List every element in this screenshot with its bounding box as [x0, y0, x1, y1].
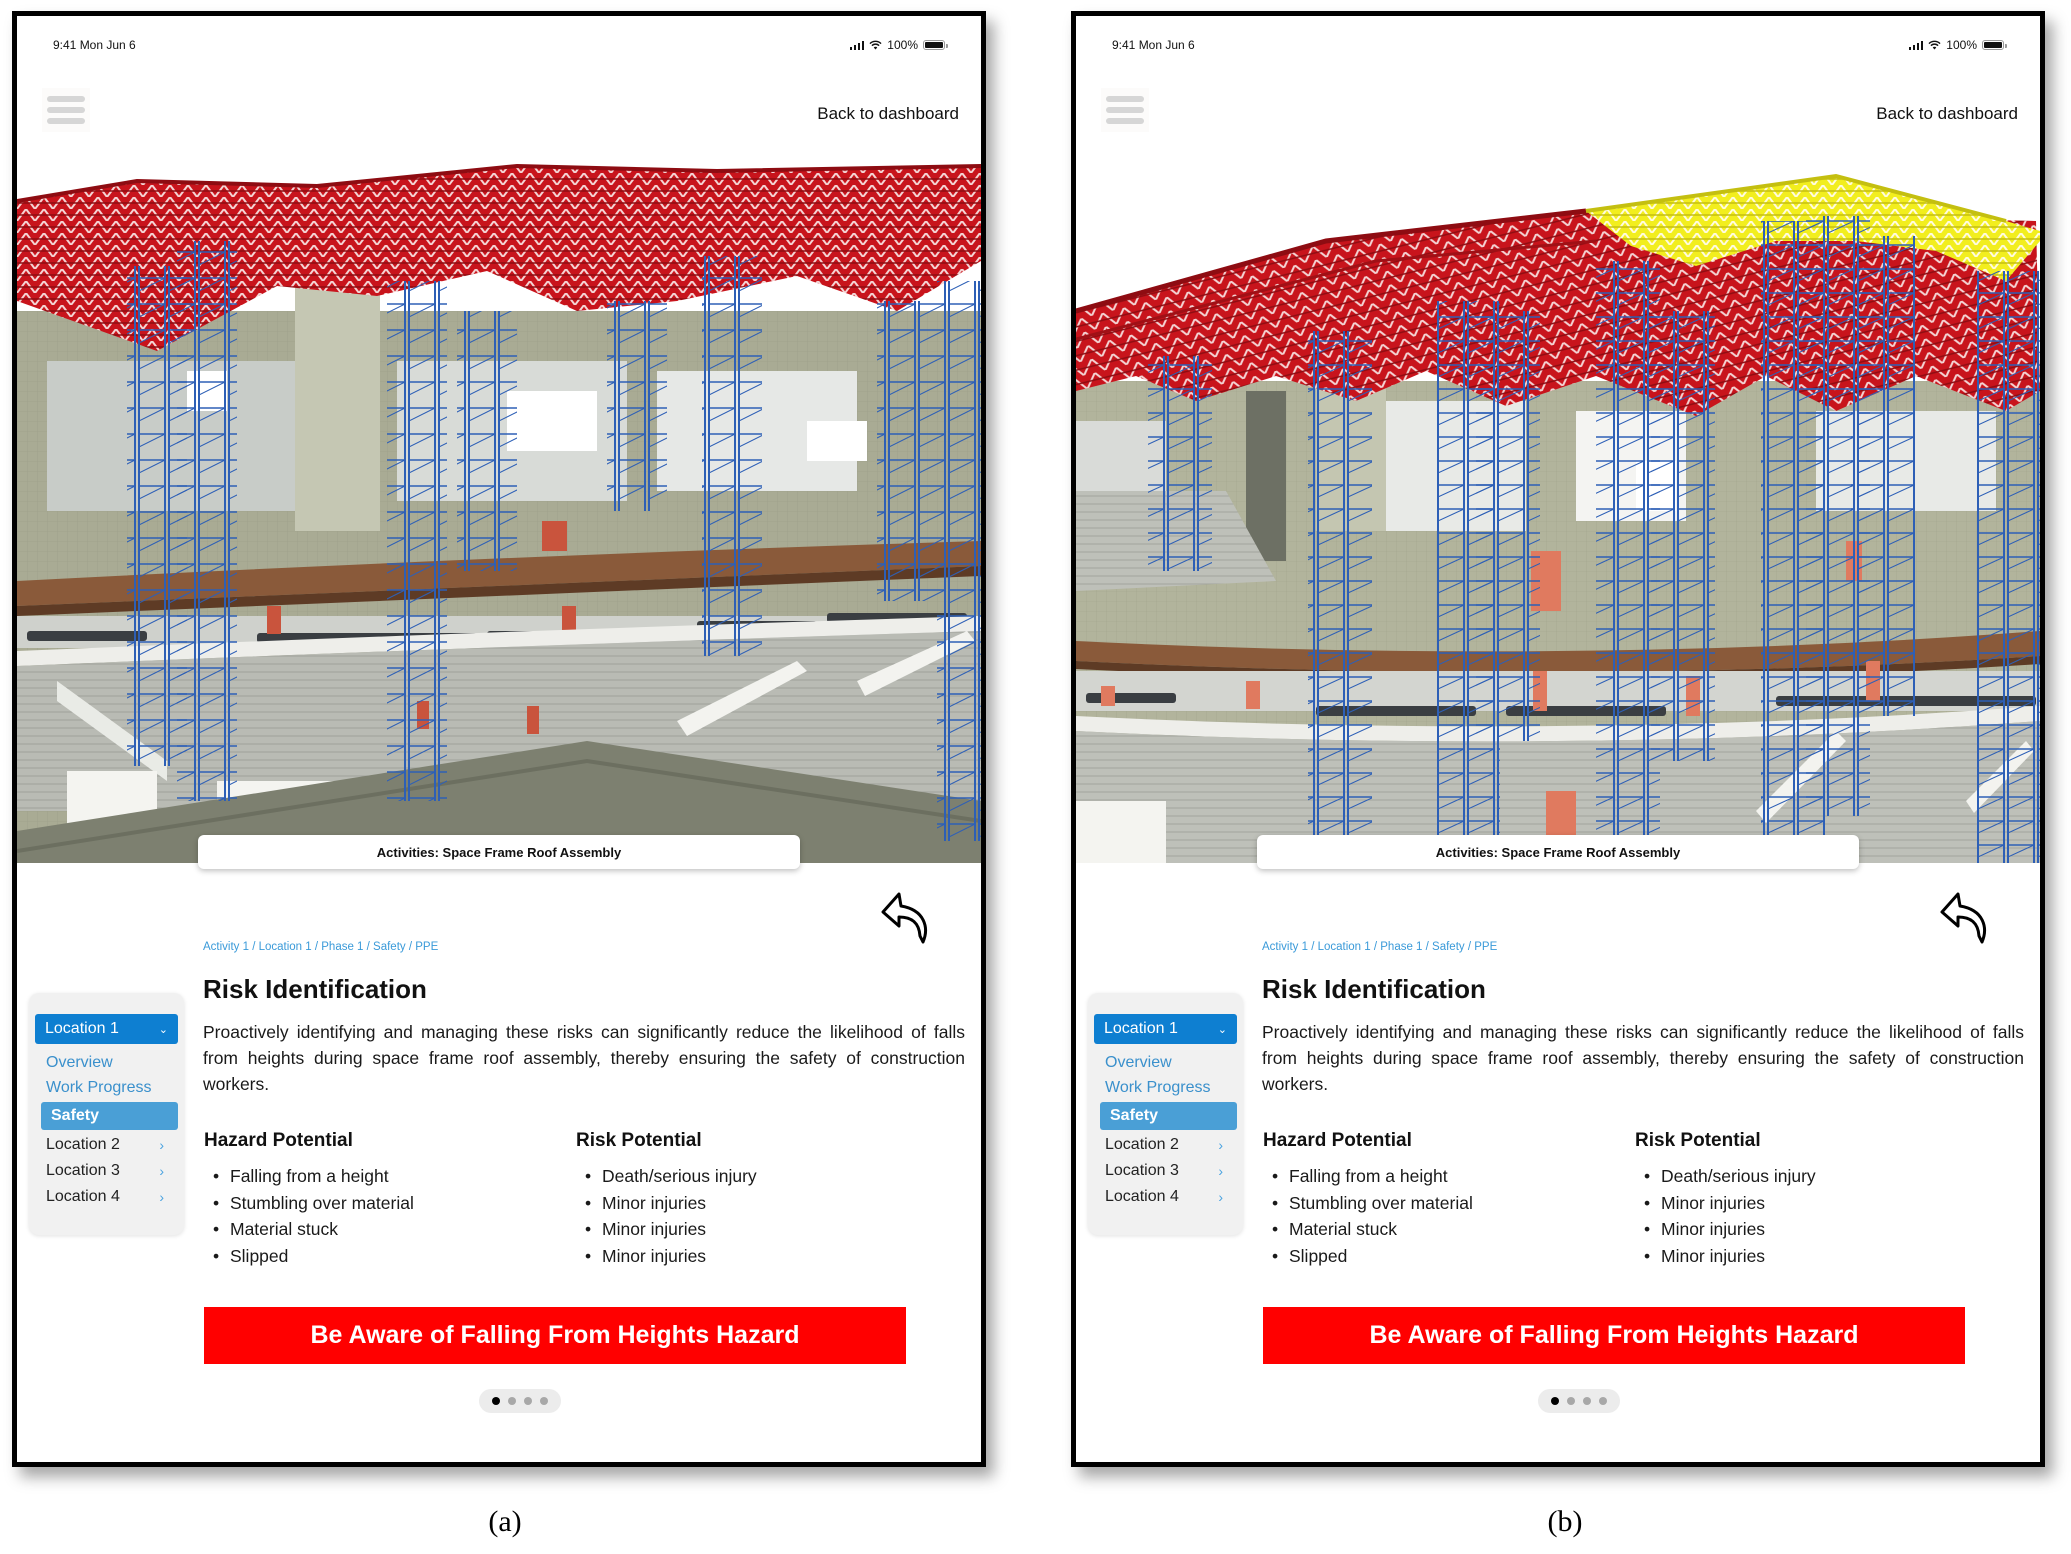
undo-button[interactable] [1938, 886, 1998, 946]
risk-description: Proactively identifying and managing these risks can significantly reduce the likelihood of falls from heights during space frame roof assembly, thereby ensuring the safety of construction workers. [203, 1022, 965, 1094]
chevron-right-icon: › [159, 1163, 164, 1179]
chevron-down-icon: ⌄ [158, 1023, 168, 1036]
hamburger-menu-button[interactable] [42, 88, 90, 132]
status-indicators [850, 38, 945, 52]
location-label: Location 3 [1105, 1162, 1179, 1179]
risk-potential-section [1635, 1130, 1965, 1269]
list-item: • Death/serious injury [576, 1163, 906, 1190]
battery-percent: 100% [1946, 38, 1977, 52]
arena-3d-model [17, 161, 981, 863]
hazard-list [204, 1163, 534, 1269]
hamburger-icon [47, 96, 85, 102]
location-label: Location 2 [46, 1136, 120, 1153]
tablet-screen-a [12, 11, 986, 1467]
location-label: Location 4 [1105, 1188, 1179, 1205]
hamburger-menu-button[interactable] [1101, 88, 1149, 132]
risk-list [576, 1163, 906, 1269]
figure-caption-b: (b) [1547, 1505, 1583, 1538]
list-item: • Stumbling over material [1263, 1190, 1593, 1217]
bim-3d-viewport[interactable] [17, 161, 981, 863]
location-label: Location 3 [46, 1162, 120, 1179]
list-item: • Slipped [204, 1243, 534, 1270]
undo-button[interactable] [879, 886, 939, 946]
list-item: • Material stuck [204, 1216, 534, 1243]
bim-3d-viewport[interactable] [1076, 161, 2040, 863]
list-item: • Material stuck [1263, 1216, 1593, 1243]
chevron-right-icon: › [159, 1137, 164, 1153]
hazard-heading: Hazard Potential [1263, 1130, 1412, 1151]
sidebar-item-location-2[interactable] [35, 1132, 178, 1158]
risk-description: Proactively identifying and managing these risks can significantly reduce the likelihood of falls from heights during space frame roof assembly, thereby ensuring the safety of construction workers. [1262, 1022, 2024, 1094]
hazard-list [1263, 1163, 1593, 1269]
page-dot-4[interactable] [1599, 1397, 1607, 1405]
wifi-icon [869, 40, 882, 50]
back-to-dashboard-link[interactable]: Back to dashboard [817, 104, 959, 123]
chevron-right-icon: › [1218, 1163, 1223, 1179]
page-title: Risk Identification [1262, 974, 1486, 1004]
page-dot-1[interactable] [492, 1397, 500, 1405]
hazard-alert-button[interactable]: Be Aware of Falling From Heights Hazard [204, 1307, 906, 1364]
back-to-dashboard-link[interactable]: Back to dashboard [1876, 104, 2018, 123]
arena-3d-model [1076, 161, 2040, 863]
list-item: • Falling from a height [1263, 1163, 1593, 1190]
chevron-right-icon: › [159, 1189, 164, 1205]
activity-label: Activities: Space Frame Roof Assembly [198, 835, 800, 869]
sidebar-item-work-progress[interactable]: Work Progress [46, 1079, 152, 1096]
list-item: • Minor injuries [1635, 1190, 1965, 1217]
activity-label: Activities: Space Frame Roof Assembly [1257, 835, 1859, 869]
hazard-alert-button[interactable]: Be Aware of Falling From Heights Hazard [1263, 1307, 1965, 1364]
tablet-screen-b [1071, 11, 2045, 1467]
status-indicators [1909, 38, 2004, 52]
hazard-heading: Hazard Potential [204, 1130, 353, 1151]
list-item: • Minor injuries [576, 1190, 906, 1217]
page-dot-3[interactable] [1583, 1397, 1591, 1405]
risk-potential-section [576, 1130, 906, 1269]
sidebar-item-location-4[interactable] [1094, 1184, 1237, 1210]
chevron-right-icon: › [1218, 1137, 1223, 1153]
risk-heading: Risk Potential [1635, 1130, 1761, 1151]
sidebar-item-overview[interactable]: Overview [46, 1054, 113, 1071]
location-sidebar [29, 993, 184, 1235]
list-item: • Slipped [1263, 1243, 1593, 1270]
sidebar-item-overview[interactable]: Overview [1105, 1054, 1172, 1071]
location-dropdown[interactable] [1094, 1014, 1237, 1044]
cellular-signal-icon [1909, 40, 1924, 50]
sidebar-item-location-3[interactable] [1094, 1158, 1237, 1184]
breadcrumb[interactable]: Activity 1 / Location 1 / Phase 1 / Safety / PPE [1262, 941, 1498, 953]
selected-location: Location 1 [45, 1020, 119, 1037]
page-title: Risk Identification [203, 974, 427, 1004]
chevron-down-icon: ⌄ [1217, 1023, 1227, 1036]
battery-icon [1982, 40, 2004, 50]
list-item: • Stumbling over material [204, 1190, 534, 1217]
status-bar [17, 38, 981, 58]
page-indicator[interactable] [479, 1389, 561, 1413]
hazard-potential-section [204, 1130, 534, 1269]
sidebar-item-location-3[interactable] [35, 1158, 178, 1184]
list-item: • Falling from a height [204, 1163, 534, 1190]
page-dot-4[interactable] [540, 1397, 548, 1405]
undo-arrow-icon [1938, 886, 1998, 946]
list-item: • Minor injuries [1635, 1243, 1965, 1270]
risk-heading: Risk Potential [576, 1130, 702, 1151]
breadcrumb[interactable]: Activity 1 / Location 1 / Phase 1 / Safety / PPE [203, 941, 439, 953]
selected-location: Location 1 [1104, 1020, 1178, 1037]
list-item: • Minor injuries [1635, 1216, 1965, 1243]
risk-list [1635, 1163, 1965, 1269]
page-dot-1[interactable] [1551, 1397, 1559, 1405]
cellular-signal-icon [850, 40, 865, 50]
list-item: • Minor injuries [576, 1243, 906, 1270]
list-item: • Death/serious injury [1635, 1163, 1965, 1190]
sidebar-item-safety[interactable]: Safety [41, 1102, 178, 1130]
location-sidebar [1088, 993, 1243, 1235]
undo-arrow-icon [879, 886, 939, 946]
wifi-icon [1928, 40, 1941, 50]
chevron-right-icon: › [1218, 1189, 1223, 1205]
hazard-potential-section [1263, 1130, 1593, 1269]
page-indicator[interactable] [1538, 1389, 1620, 1413]
status-time: 9:41 Mon Jun 6 [53, 38, 136, 52]
status-time: 9:41 Mon Jun 6 [1112, 38, 1195, 52]
status-bar [1076, 38, 2040, 58]
page-dot-3[interactable] [524, 1397, 532, 1405]
sidebar-item-location-2[interactable] [1094, 1132, 1237, 1158]
hamburger-icon [1106, 96, 1144, 102]
battery-icon [923, 40, 945, 50]
location-dropdown[interactable] [35, 1014, 178, 1044]
sidebar-item-safety[interactable]: Safety [1100, 1102, 1237, 1130]
figure-caption-a: (a) [488, 1505, 522, 1538]
page-dot-2[interactable] [508, 1397, 516, 1405]
page-dot-2[interactable] [1567, 1397, 1575, 1405]
location-label: Location 2 [1105, 1136, 1179, 1153]
battery-percent: 100% [887, 38, 918, 52]
list-item: • Minor injuries [576, 1216, 906, 1243]
sidebar-item-location-4[interactable] [35, 1184, 178, 1210]
location-label: Location 4 [46, 1188, 120, 1205]
sidebar-item-work-progress[interactable]: Work Progress [1105, 1079, 1211, 1096]
